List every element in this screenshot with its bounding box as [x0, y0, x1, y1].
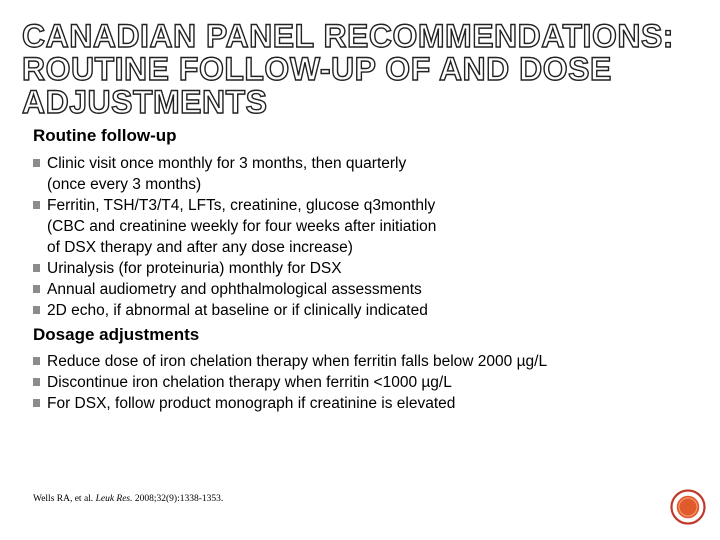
square-bullet-icon [33, 285, 40, 293]
list-item [33, 279, 683, 300]
list-item-text: For DSX, follow product monograph if creatinine is elevated [47, 395, 456, 412]
list-item [33, 258, 683, 279]
list-item-text: Clinic visit once monthly for 3 months, then quarterly (once every 3 months) [47, 155, 407, 193]
square-bullet-icon [33, 399, 40, 407]
citation-details: 2008;32(9):1338-1353. [132, 494, 224, 504]
circle-badge-icon [670, 489, 706, 525]
list-item [33, 351, 683, 372]
list-item [33, 195, 683, 258]
section-heading-routine-follow-up: Routine follow-up [33, 126, 177, 145]
list-item-text: Urinalysis (for proteinuria) monthly for DSX [47, 260, 342, 277]
section-heading-dosage-adjustments: Dosage adjustments [33, 325, 200, 344]
list-item-text: Ferritin, TSH/T3/T4, LFTs, creatinine, glucose q3monthly (CBC and creatinine weekly for four weeks after initiation of DSX therapy and after any dose increase) [47, 197, 437, 256]
list-item [33, 153, 683, 195]
citation-authors: Wells RA, et al. [33, 494, 96, 504]
list-item [33, 372, 683, 393]
title-line-3: ADJUSTMENTS [22, 84, 268, 120]
citation [33, 494, 223, 504]
square-bullet-icon [33, 159, 40, 167]
citation-journal: Leuk Res. [95, 494, 133, 504]
list-item-text: 2D echo, if abnormal at baseline or if clinically indicated [47, 302, 428, 319]
square-bullet-icon [33, 357, 40, 365]
list-item [33, 300, 683, 321]
title-line-2: ROUTINE FOLLOW-UP OF AND DOSE [22, 51, 612, 87]
slide-content [33, 125, 683, 414]
slide-title [22, 20, 702, 119]
list-item-text: Annual audiometry and ophthalmological assessments [47, 281, 422, 298]
list-item-text: Discontinue iron chelation therapy when ferritin <1000 µg/L [47, 374, 452, 391]
square-bullet-icon [33, 306, 40, 314]
square-bullet-icon [33, 378, 40, 386]
list-item-text: Reduce dose of iron chelation therapy when ferritin falls below 2000 µg/L [47, 353, 548, 370]
routine-follow-up-list [33, 153, 683, 321]
list-item [33, 393, 683, 414]
dosage-adjustments-list [33, 351, 683, 414]
square-bullet-icon [33, 201, 40, 209]
title-line-1: CANADIAN PANEL RECOMMENDATIONS: [22, 18, 674, 54]
square-bullet-icon [33, 264, 40, 272]
